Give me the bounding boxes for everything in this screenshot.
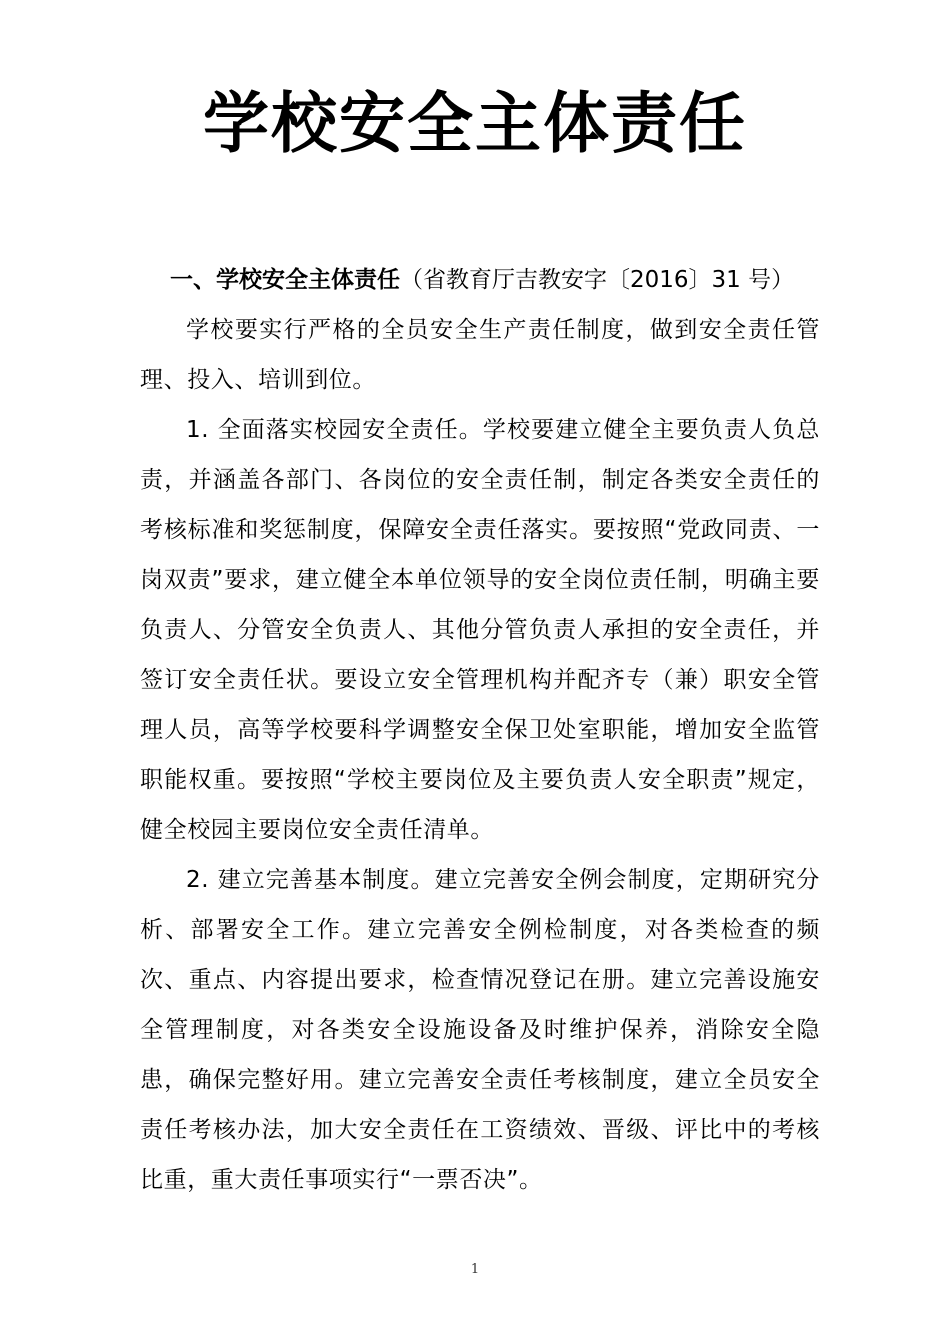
paragraph-intro: 学校要实行严格的全员安全生产责任制度，做到安全责任管理、投入、培训到位。: [140, 317, 820, 393]
section-heading-reference: （省教育厅吉教安字〔2016〕31 号）: [400, 267, 795, 293]
document-body: [140, 255, 820, 1205]
page-number: 1: [470, 1262, 480, 1277]
paragraph-item-1: 1. 全面落实校园安全责任。学校要建立健全主要负责人负总责，并涵盖各部门、各岗位的安全责任制，制定各类安全责任的考核标准和奖惩制度，保障安全责任落实。要按照“党政同责、一岗双责”要求，建立健全本单位领导的安全岗位责任制，明确主要负责人、分管安全负责人、其他分管负责人承担的安全责任，并签订安全责任状。要设立安全管理机构并配齐专（兼）职安全管理人员，高等学校要科学调整安全保卫处室职能，增加安全监管职能权重。要按照“学校主要岗位及主要负责人安全职责”规定，健全校园主要岗位安全责任清单。: [140, 417, 820, 843]
section-heading: [140, 255, 820, 305]
paragraph-item-2: 2. 建立完善基本制度。建立完善安全例会制度，定期研究分析、部署安全工作。建立完善安全例检制度，对各类检查的频次、重点、内容提出要求，检查情况登记在册。建立完善设施安全管理制度，对各类安全设施设备及时维护保养，消除安全隐患，确保完整好用。建立完善安全责任考核制度，建立全员安全责任考核办法，加大安全责任在工资绩效、晋级、评比中的考核比重，重大责任事项实行“一票否决”。: [140, 867, 820, 1193]
section-heading-bold: 一、学校安全主体责任: [170, 267, 400, 293]
document-title: 学校安全主体责任: [203, 85, 747, 162]
